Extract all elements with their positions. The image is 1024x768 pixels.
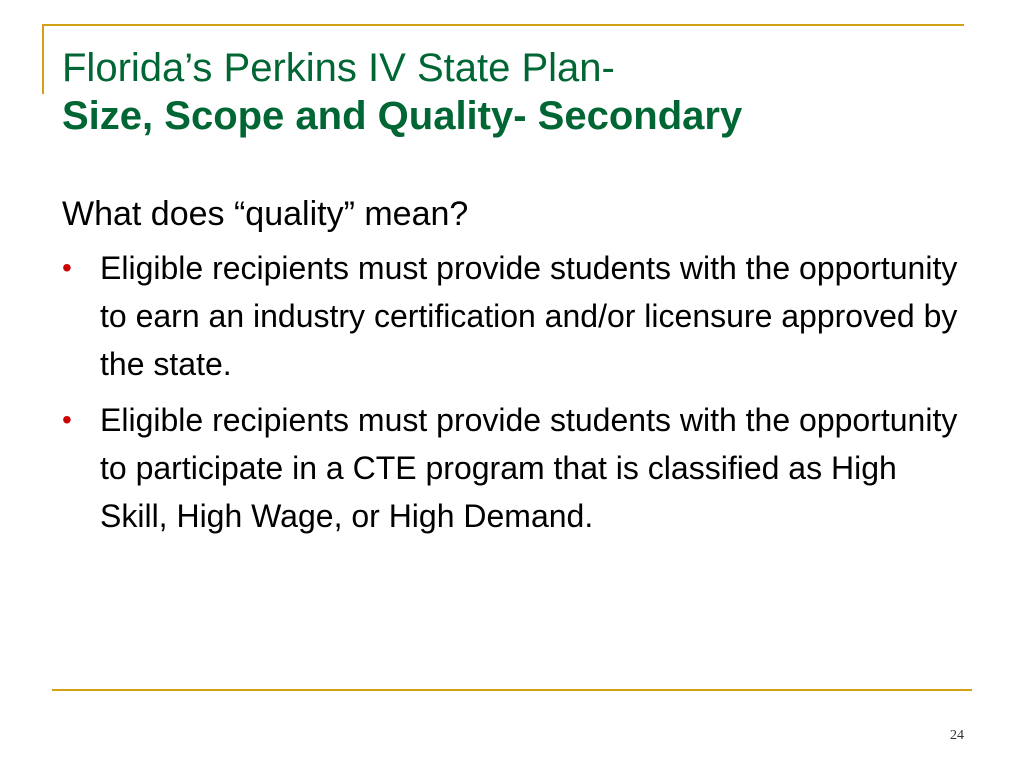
title-line-2: Size, Scope and Quality- Secondary bbox=[62, 94, 743, 138]
page-number: 24 bbox=[950, 728, 964, 743]
slide-title bbox=[62, 46, 962, 138]
bullet-list bbox=[62, 244, 972, 540]
bullet-item bbox=[62, 244, 972, 388]
left-rule bbox=[42, 24, 44, 94]
bullet-text: Eligible recipients must provide students with the opportunity to participate in a CTE program that is classified as High Skill, High Wage, or High Demand. bbox=[100, 402, 958, 534]
bottom-rule bbox=[52, 689, 972, 691]
question-heading: What does “quality” mean? bbox=[62, 195, 469, 233]
bullet-icon: • bbox=[62, 252, 72, 283]
title-line-1: Florida’s Perkins IV State Plan- bbox=[62, 46, 615, 90]
top-rule bbox=[42, 24, 964, 26]
bullet-icon: • bbox=[62, 404, 72, 435]
slide-content bbox=[62, 192, 972, 548]
bullet-item bbox=[62, 396, 972, 540]
bullet-text: Eligible recipients must provide students with the opportunity to earn an industry certification and/or licensure approved by the state. bbox=[100, 250, 958, 382]
